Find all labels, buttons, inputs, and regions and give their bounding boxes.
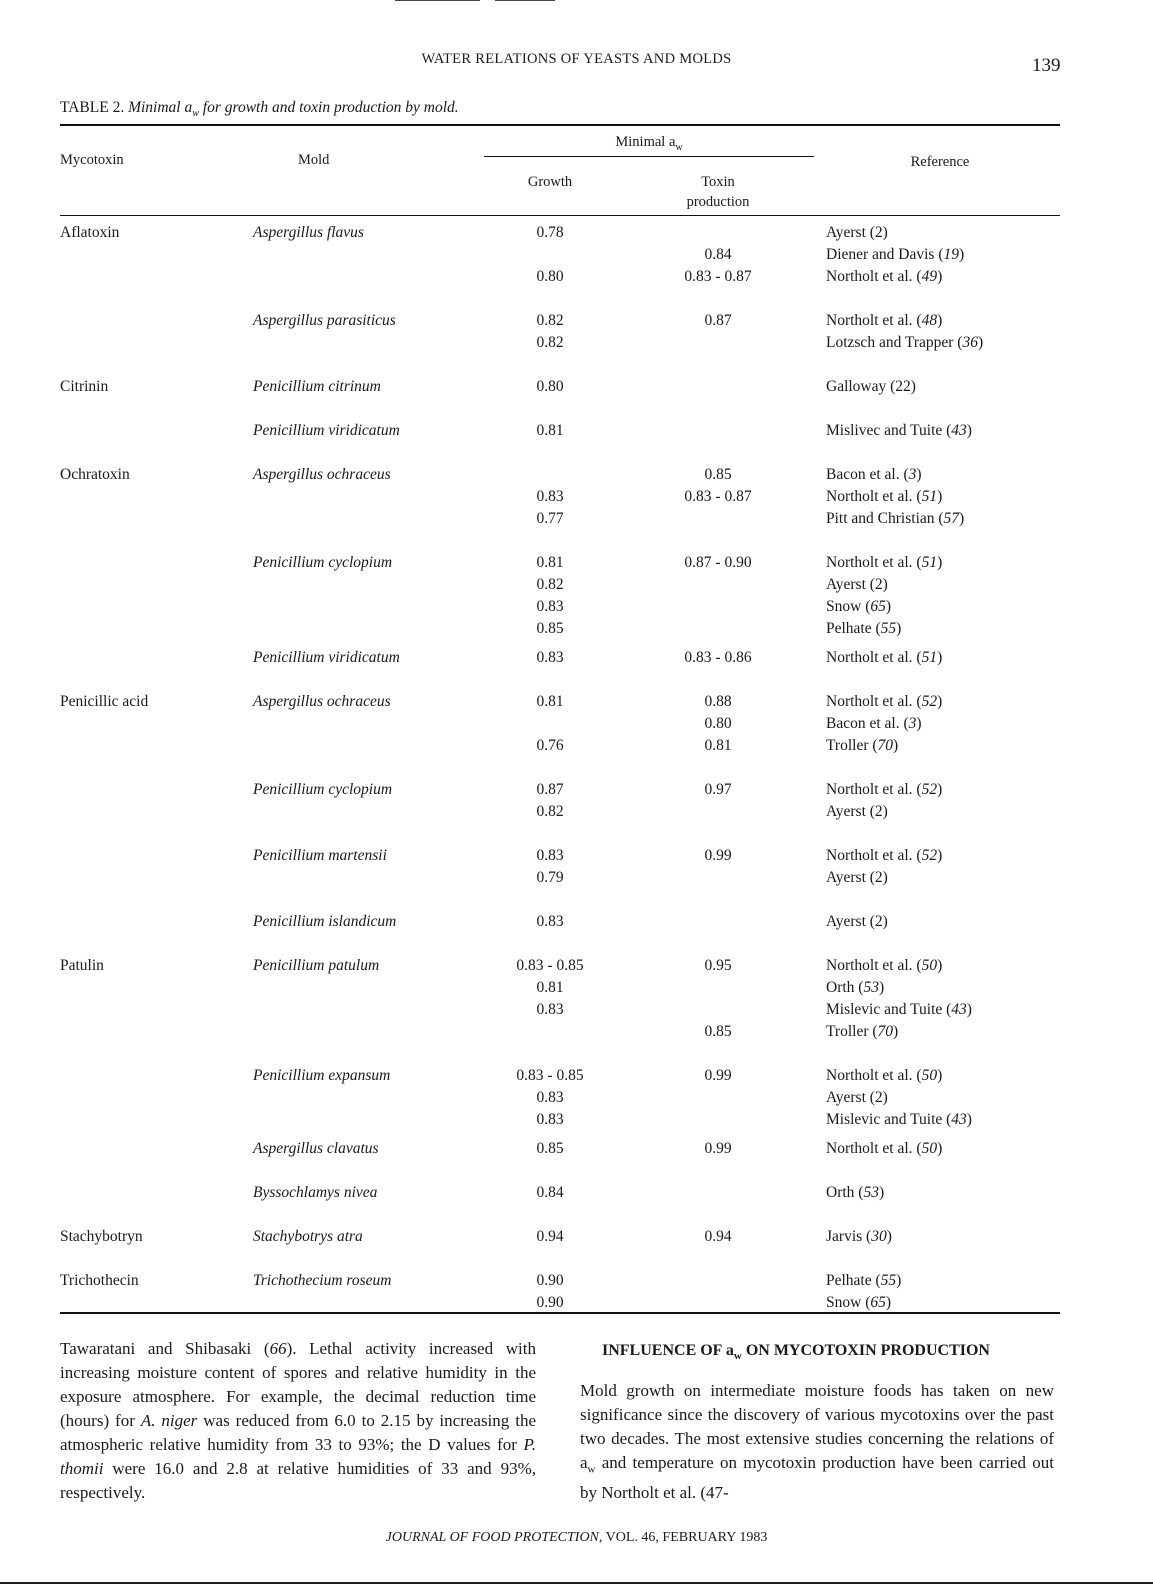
table-row — [0, 1109, 1153, 1131]
table-row — [0, 464, 1153, 486]
reference-cell: Troller (70) — [826, 737, 899, 754]
table-row — [0, 552, 1153, 574]
row-spacer — [0, 933, 1153, 955]
reference-cell: Snow (65) — [826, 598, 892, 615]
mold-cell: Stachybotrys atra — [253, 1228, 363, 1245]
toxin-aw-cell: 0.80 — [704, 715, 732, 732]
header-mycotoxin: Mycotoxin — [60, 152, 124, 168]
mold-cell: Aspergillus ochraceus — [253, 693, 391, 710]
growth-aw-cell: 0.81 — [536, 422, 564, 439]
growth-aw-cell: 0.80 — [536, 378, 564, 395]
toxin-aw-cell: 0.85 — [704, 1023, 732, 1040]
page-number: 139 — [1032, 55, 1061, 76]
table-row — [0, 691, 1153, 713]
row-spacer — [0, 1204, 1153, 1226]
growth-aw-cell: 0.90 — [536, 1294, 564, 1311]
toxin-aw-cell: 0.83 - 0.87 — [684, 268, 752, 285]
table-row — [0, 332, 1153, 354]
row-spacer — [0, 398, 1153, 420]
mold-cell: Penicillium expansum — [253, 1067, 391, 1084]
table-row — [0, 266, 1153, 288]
section-heading: INFLUENCE OF $a_w$ ON MYCOTOXIN PRODUCTION — [602, 1342, 990, 1363]
table-row — [0, 574, 1153, 596]
table-row — [0, 845, 1153, 867]
row-spacer — [0, 757, 1153, 779]
mold-cell: Trichothecium roseum — [253, 1272, 392, 1289]
growth-aw-cell: 0.83 — [536, 1111, 564, 1128]
table-row — [0, 801, 1153, 823]
growth-aw-cell: 0.85 — [536, 620, 564, 637]
table-bottom-rule — [60, 1312, 1060, 1314]
table-row — [0, 955, 1153, 977]
reference-cell: Northolt et al. (48) — [826, 312, 943, 329]
reference-cell: Northolt et al. (49) — [826, 268, 943, 285]
mold-cell: Aspergillus parasiticus — [253, 312, 396, 329]
mycotoxin-cell: Aflatoxin — [60, 224, 120, 241]
mycotoxin-cell: Penicillic acid — [60, 693, 149, 710]
toxin-aw-cell: 0.87 — [704, 312, 732, 329]
table-header-rule — [60, 215, 1060, 216]
toxin-aw-cell: 0.94 — [704, 1228, 732, 1245]
table-row — [0, 735, 1153, 757]
table-row — [0, 977, 1153, 999]
growth-aw-cell: 0.87 — [536, 781, 564, 798]
reference-cell: Ayerst (2) — [826, 224, 888, 241]
mold-cell: Aspergillus clavatus — [253, 1140, 379, 1157]
mold-cell: Penicillium citrinum — [253, 378, 381, 395]
row-spacer — [0, 1131, 1153, 1138]
row-spacer — [0, 1043, 1153, 1065]
reference-cell: Pitt and Christian (57) — [826, 510, 965, 527]
mold-cell: Penicillium viridicatum — [253, 422, 400, 439]
reference-cell: Ayerst (2) — [826, 576, 888, 593]
header-span-rule — [484, 156, 814, 157]
growth-aw-cell: 0.83 — [536, 598, 564, 615]
row-spacer — [0, 442, 1153, 464]
reference-cell: Orth (53) — [826, 979, 885, 996]
toxin-aw-cell: 0.85 — [704, 466, 732, 483]
reference-cell: Pelhate (55) — [826, 1272, 902, 1289]
table-row — [0, 911, 1153, 933]
table-row — [0, 486, 1153, 508]
table-row — [0, 618, 1153, 640]
growth-aw-cell: 0.83 — [536, 488, 564, 505]
top-scan-marks — [395, 0, 555, 4]
mold-cell: Penicillium cyclopium — [253, 781, 393, 798]
journal-footer: JOURNAL OF FOOD PROTECTION, VOL. 46, FEBRUARY 1983 — [385, 1530, 768, 1545]
mold-cell: Penicillium islandicum — [253, 913, 397, 930]
growth-aw-cell: 0.79 — [536, 869, 564, 886]
reference-cell: Mislevic and Tuite (43) — [826, 1111, 972, 1128]
caption-label: TABLE 2. — [60, 99, 125, 116]
header-minimal-aw: Minimal $a_w$ — [615, 134, 683, 153]
mold-cell: Penicillium viridicatum — [253, 649, 400, 666]
growth-aw-cell: 0.83 — [536, 847, 564, 864]
body-text-left: Tawaratani and Shibasaki (66). Lethal activity increased with increasing moisture content of spores and relative humidity in the exposure atmosphere. For example, the decimal reduction time (hours) for A. niger was reduced from 6.0 to 2.15 by increasing the atmospheric relative humidity from 33 to 93%; the D values for P. thomii were 16.0 and 2.8 at relative humidities of 33 and 93%, respectively. — [60, 1339, 536, 1502]
reference-cell: Northolt et al. (50) — [826, 1140, 943, 1157]
toxin-aw-cell: 0.88 — [704, 693, 732, 710]
reference-cell: Bacon et al. (3) — [826, 466, 922, 483]
table-row — [0, 310, 1153, 332]
reference-cell: Jarvis (30) — [826, 1228, 892, 1245]
table-row — [0, 376, 1153, 398]
header-mold: Mold — [298, 152, 330, 168]
mold-cell: Penicillium martensii — [253, 847, 387, 864]
caption-title-2: for growth and toxin production by mold. — [198, 99, 459, 116]
reference-cell: Ayerst (2) — [826, 803, 888, 820]
reference-cell: Bacon et al. (3) — [826, 715, 922, 732]
table-row — [0, 244, 1153, 266]
row-spacer — [0, 530, 1153, 552]
growth-aw-cell: 0.83 — [536, 1001, 564, 1018]
table-body — [0, 222, 1153, 1314]
growth-aw-cell: 0.83 - 0.85 — [516, 957, 584, 974]
table-row — [0, 779, 1153, 801]
table-row — [0, 1021, 1153, 1043]
toxin-aw-cell: 0.99 — [704, 1140, 732, 1157]
reference-cell: Ayerst (2) — [826, 913, 888, 930]
growth-aw-cell: 0.84 — [536, 1184, 564, 1201]
row-spacer — [0, 669, 1153, 691]
growth-aw-cell: 0.81 — [536, 693, 564, 710]
table-row — [0, 647, 1153, 669]
mold-cell: Byssochlamys nivea — [253, 1184, 378, 1201]
growth-aw-cell: 0.85 — [536, 1140, 564, 1157]
mycotoxin-cell: Patulin — [60, 957, 104, 974]
growth-aw-cell: 0.80 — [536, 268, 564, 285]
growth-aw-cell: 0.82 — [536, 803, 564, 820]
row-spacer — [0, 889, 1153, 911]
growth-aw-cell: 0.83 - 0.85 — [516, 1067, 584, 1084]
row-spacer — [0, 354, 1153, 376]
caption-title-sub: w — [192, 108, 199, 120]
table-row — [0, 1087, 1153, 1109]
body-text-right: Mold growth on intermediate moisture foods has taken on new significance since the discovery of various mycotoxins over the past two decades. The most extensive studies concerning the relations of $a_w$ and temperature on mycotoxin production have been carried out by Northolt et al. (47- — [580, 1381, 1054, 1503]
reference-cell: Northolt et al. (50) — [826, 957, 943, 974]
row-spacer — [0, 1248, 1153, 1270]
growth-aw-cell: 0.94 — [536, 1228, 564, 1245]
mold-cell: Aspergillus ochraceus — [253, 466, 391, 483]
reference-cell: Ayerst (2) — [826, 1089, 888, 1106]
table-row — [0, 867, 1153, 889]
header-growth: Growth — [527, 174, 573, 190]
row-spacer — [0, 288, 1153, 310]
table-row — [0, 1182, 1153, 1204]
growth-aw-cell: 0.90 — [536, 1272, 564, 1289]
reference-cell: Northolt et al. (52) — [826, 693, 943, 710]
row-spacer — [0, 823, 1153, 845]
growth-aw-cell: 0.82 — [536, 576, 564, 593]
header-reference: Reference — [910, 154, 970, 170]
toxin-aw-cell: 0.97 — [704, 781, 732, 798]
reference-cell: Lotzsch and Trapper (36) — [826, 334, 984, 351]
table-row — [0, 713, 1153, 735]
toxin-aw-cell: 0.99 — [704, 1067, 732, 1084]
growth-aw-cell: 0.83 — [536, 1089, 564, 1106]
toxin-aw-cell: 0.81 — [704, 737, 732, 754]
reference-cell: Diener and Davis (19) — [826, 246, 965, 263]
reference-cell: Orth (53) — [826, 1184, 885, 1201]
toxin-aw-cell: 0.95 — [704, 957, 732, 974]
mold-cell: Penicillium cyclopium — [253, 554, 393, 571]
table-row — [0, 222, 1153, 244]
reference-cell: Northolt et al. (51) — [826, 649, 943, 666]
mycotoxin-cell: Trichothecin — [60, 1272, 139, 1289]
mycotoxin-cell: Ochratoxin — [60, 466, 130, 483]
toxin-aw-cell: 0.83 - 0.87 — [684, 488, 752, 505]
reference-cell: Galloway (22) — [826, 378, 916, 395]
toxin-aw-cell: 0.87 - 0.90 — [684, 554, 752, 571]
reference-cell: Troller (70) — [826, 1023, 899, 1040]
toxin-aw-cell: 0.83 - 0.86 — [684, 649, 752, 666]
row-spacer — [0, 1160, 1153, 1182]
reference-cell: Ayerst (2) — [826, 869, 888, 886]
table-row — [0, 999, 1153, 1021]
growth-aw-cell: 0.82 — [536, 334, 564, 351]
table-row — [0, 1270, 1153, 1292]
reference-cell: Northolt et al. (52) — [826, 781, 943, 798]
reference-cell: Mislevic and Tuite (43) — [826, 1001, 972, 1018]
page-bottom-edge — [0, 1582, 1153, 1584]
table-row — [0, 1292, 1153, 1314]
reference-cell: Northolt et al. (51) — [826, 554, 943, 571]
table-row — [0, 1138, 1153, 1160]
growth-aw-cell: 0.78 — [536, 224, 564, 241]
table-row — [0, 420, 1153, 442]
table-row — [0, 508, 1153, 530]
reference-cell: Pelhate (55) — [826, 620, 902, 637]
running-head: WATER RELATIONS OF YEASTS AND MOLDS — [421, 51, 732, 67]
caption-title-1: Minimal a — [128, 99, 193, 116]
table-row — [0, 1226, 1153, 1248]
reference-cell: Northolt et al. (50) — [826, 1067, 943, 1084]
table-top-rule — [60, 124, 1060, 126]
reference-cell: Mislivec and Tuite (43) — [826, 422, 972, 439]
growth-aw-cell: 0.77 — [536, 510, 564, 527]
table-row — [0, 596, 1153, 618]
table-row — [0, 1065, 1153, 1087]
row-spacer — [0, 640, 1153, 647]
mold-cell: Penicillium patulum — [253, 957, 380, 974]
toxin-aw-cell: 0.99 — [704, 847, 732, 864]
mold-cell: Aspergillus flavus — [253, 224, 364, 241]
reference-cell: Snow (65) — [826, 1294, 892, 1311]
growth-aw-cell: 0.83 — [536, 649, 564, 666]
growth-aw-cell: 0.81 — [536, 554, 564, 571]
header-toxin-production: Toxin production — [686, 174, 750, 210]
growth-aw-cell: 0.83 — [536, 913, 564, 930]
reference-cell: Northolt et al. (52) — [826, 847, 943, 864]
growth-aw-cell: 0.76 — [536, 737, 564, 754]
mycotoxin-cell: Stachybotryn — [60, 1228, 143, 1245]
toxin-aw-cell: 0.84 — [704, 246, 732, 263]
reference-cell: Northolt et al. (51) — [826, 488, 943, 505]
growth-aw-cell: 0.81 — [536, 979, 564, 996]
table-caption — [60, 99, 459, 119]
mycotoxin-cell: Citrinin — [60, 378, 109, 395]
growth-aw-cell: 0.82 — [536, 312, 564, 329]
